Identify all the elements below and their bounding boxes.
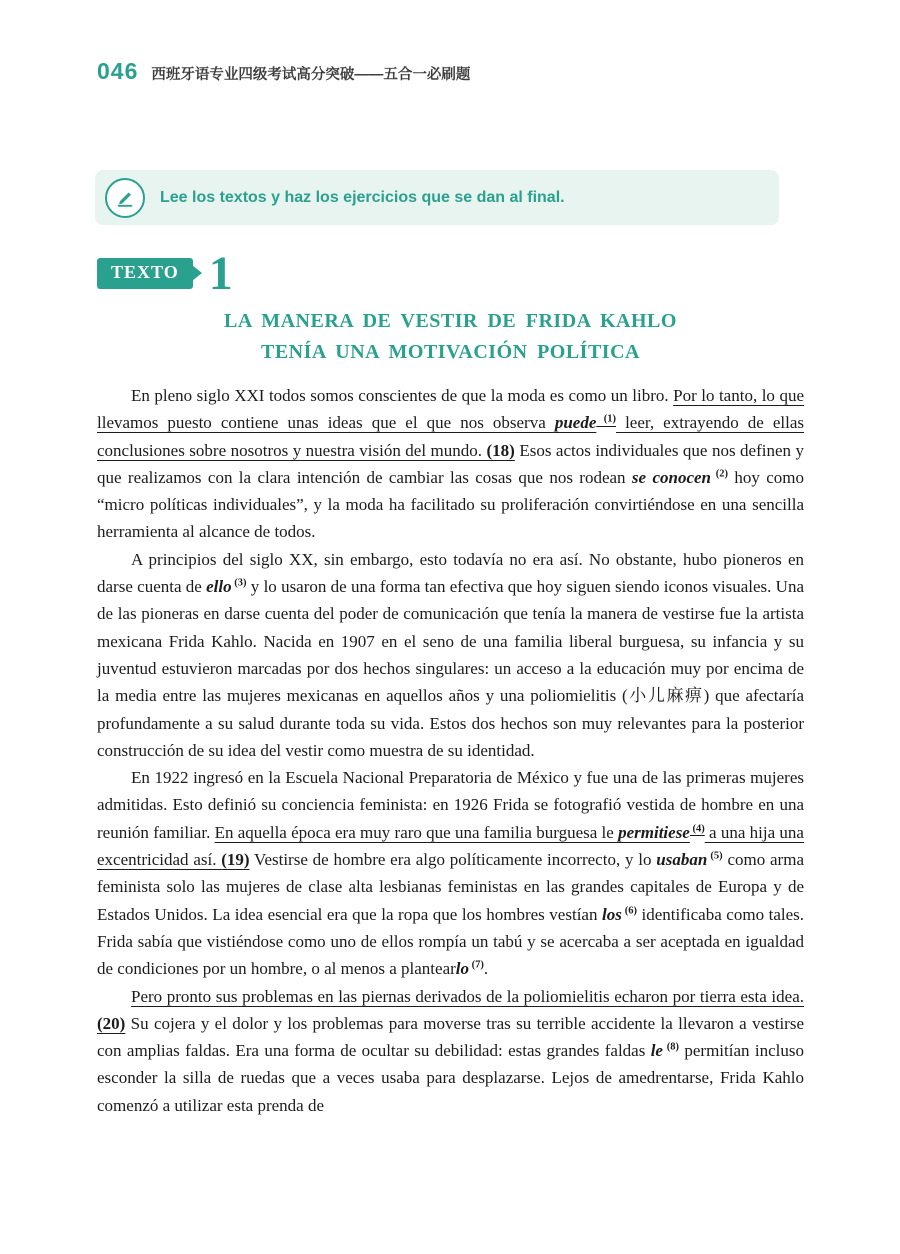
blank-number: (6) [621,904,637,916]
instruction-text: Lee los textos y haz los ejercicios que se dan al final. [160,188,565,206]
text-segment: Esos actos individuales que nos definen y que realizamos con la clara intención de cambiar las cosas que nos rodean [97,440,805,487]
blank-number: (2) [711,468,728,480]
paragraph [97,983,804,1119]
text-segment: los [602,904,622,924]
blank-number: (1) [596,413,617,425]
texto-number: 1 [208,247,233,300]
instruction-banner [95,170,779,225]
text-segment: y lo usaron de una forma tan efectiva que hoy siguen siendo iconos visuales. Una de las pioneras en darse cuenta del poder de comunicación que tenía la manera de vestirse fue la artista mexicana Frida Kahlo. Nacida en 1907 en el seno de una familia liberal burguesa, su infancia y su juventud estuvieron marcadas por dos hechos singulares: un acceso a la educación muy por encima de la media entre las mujeres mexicanas en aquellos años y una poliomielitis (小儿麻痹) que afectaría profundamente a su salud durante toda su vida. Estos dos hechos son muy relevantes para la posterior construcción de su idea del vestir como muestra de su identidad. [97,577,804,760]
text-segment: usaban [656,850,708,870]
blank-number: (4) [689,823,705,835]
article-body [97,382,804,1119]
text-segment: puede [554,413,597,433]
paragraph [97,546,804,764]
texto-heading [97,247,233,300]
blank-number: (8) [662,1041,679,1053]
text-segment: identificaba como tales. Frida sabía que vistiéndose como uno de ellos rompía un tabú y se acercaba a ser aceptada en igualdad de condiciones por un hombre, o al menos a plantear [97,904,804,979]
text-segment: (19) [221,850,250,870]
text-segment: leer, extrayendo de ellas conclusiones sobre nosotros y nuestra visión del mundo. [97,413,805,460]
paragraph [97,764,804,982]
article-title-line1: LA MANERA DE VESTIR DE FRIDA KAHLO [224,310,677,332]
page-number: 046 [97,58,139,84]
text-segment: se conocen [631,467,711,487]
text-segment: permitían incluso esconder la silla de ruedas que a veces usaba para desplazarse. Lejos de amedrentarse, Frida Kahlo comenzó a utilizar esta prenda de [97,1041,804,1115]
page-header [97,58,470,85]
texto-label: TEXTO [111,262,179,282]
text-segment: ello [206,577,232,597]
texto-badge [97,258,193,289]
text-segment: Su cojera y el dolor y los problemas para moverse tras su terrible accidente la llevaron a vestirse con amplias faldas. Era una forma de ocultar su debilidad: estas grandes faldas [97,1013,804,1061]
text-segment: A principios del siglo XX, sin embargo, esto todavía no era así. No obstante, hubo pioneros en darse cuenta de [97,549,804,597]
article-title-line2: TENÍA UNA MOTIVACIÓN POLÍTICA [261,341,640,363]
text-segment: En pleno siglo XXI todos somos conscientes de que la moda es como un libro. [131,386,674,405]
paragraph [97,382,804,546]
text-segment: Vestirse de hombre era algo políticamente incorrecto, y lo [249,850,657,870]
text-segment: En 1922 ingresó en la Escuela Nacional Preparatoria de México y fue una de las primeras mujeres admitidas. Esto definió su conciencia feminista: en 1926 Frida se fotografió vestida de hombre en una reunión familiar. [97,768,804,842]
text-segment: hoy como “micro políticas individuales”, y la moda ha facilitado su proliferación convirtiéndose en una sencilla herramienta al alcance de todos. [97,467,804,542]
blank-number: (7) [469,959,484,971]
text-segment: Pero pronto sus problemas en las piernas derivados de la poliomielitis echaron por tierra esta idea. [131,986,804,1006]
text-segment: lo [455,959,470,979]
book-title: 西班牙语专业四级考试高分突破——五合一必刷题 [151,67,471,83]
text-segment: En aquella época era muy raro que una familia burguesa le [214,822,619,842]
blank-number: (3) [231,577,247,589]
text-segment: a una hija una excentricidad así. [97,822,804,870]
text-segment: (18) [486,440,515,460]
text-segment: le [650,1041,663,1061]
pencil-icon [105,178,145,218]
text-segment: . [483,959,489,979]
text-segment: Por lo tanto, lo que llevamos puesto contiene unas ideas que el que nos observa [97,386,804,433]
blank-number: (5) [707,850,723,862]
text-segment: como arma feminista solo las mujeres de clase alta lesbianas feministas en las grandes capitales de Europa y de Estados Unidos. La idea esencial era que la ropa que los hombres vestían [97,850,804,924]
article-title [97,306,804,368]
text-segment: (20) [97,1013,126,1033]
text-segment: permitiese [618,822,690,842]
